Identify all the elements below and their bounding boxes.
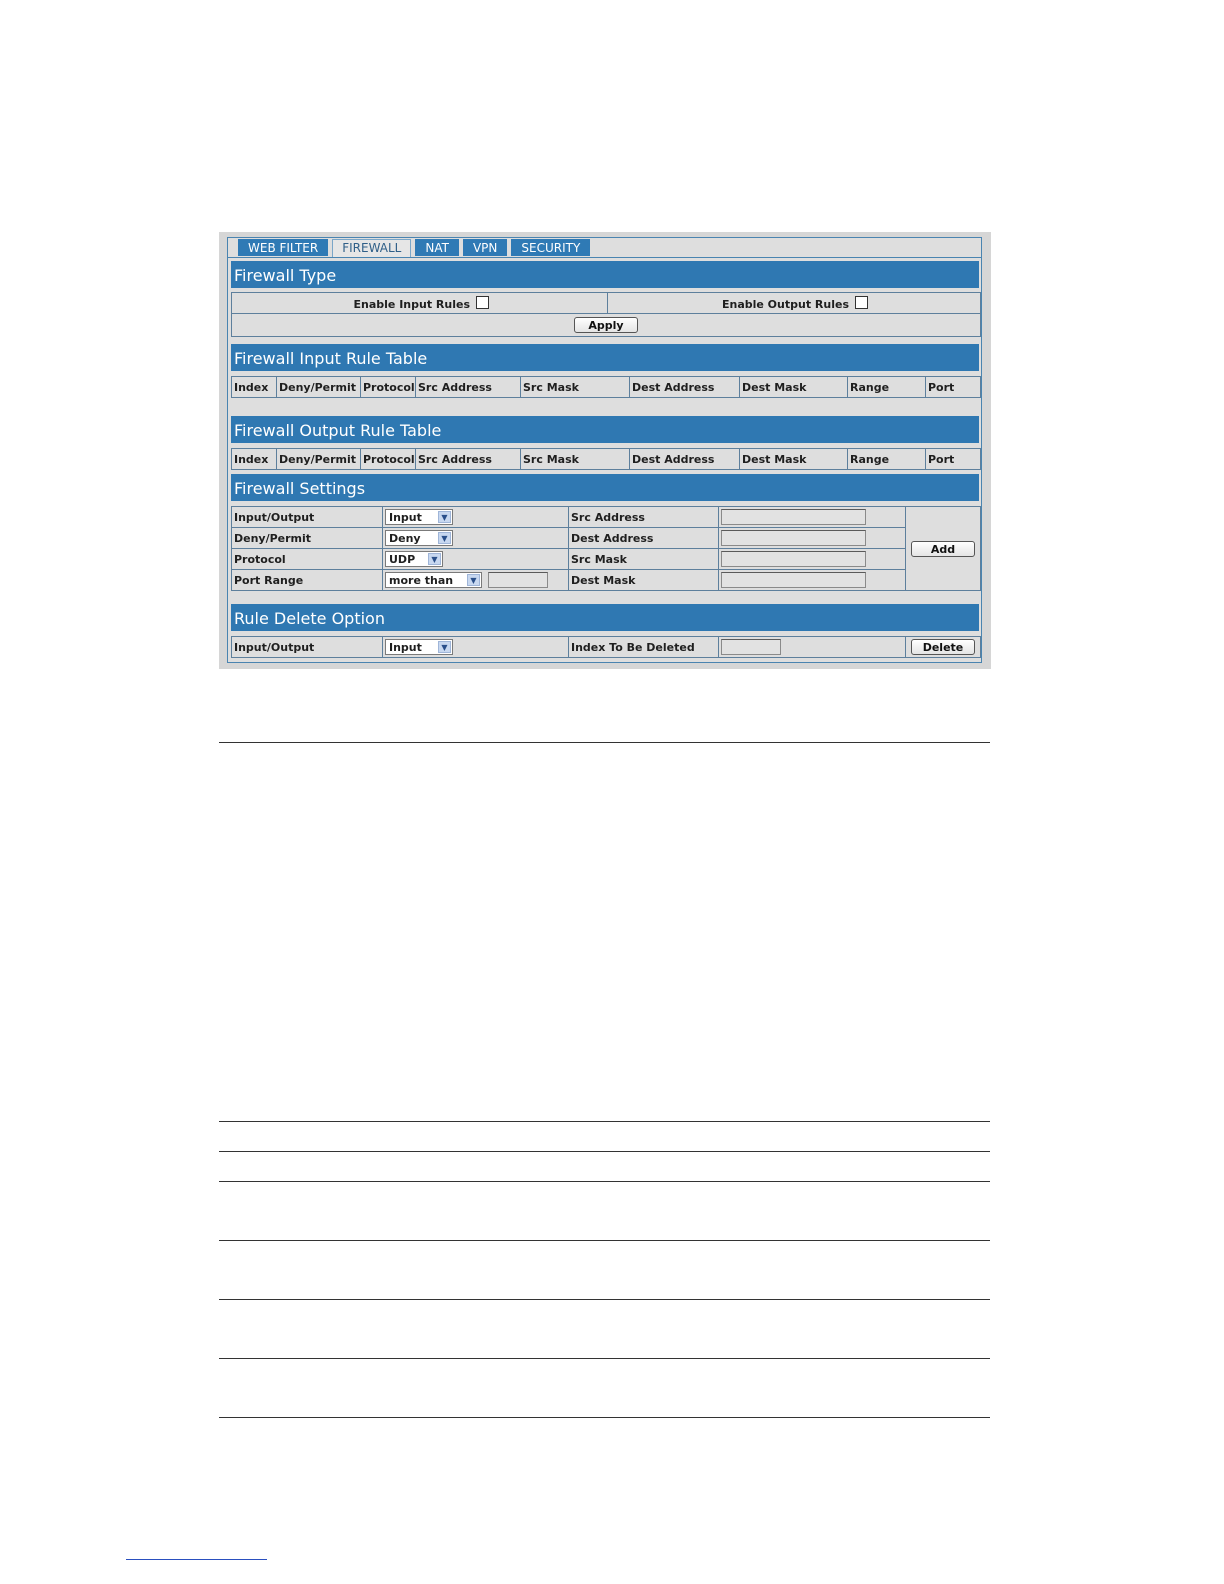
enable-input-checkbox[interactable] bbox=[476, 296, 489, 309]
table-header-row bbox=[232, 377, 981, 398]
add-button[interactable]: Add bbox=[911, 541, 975, 557]
enable-output-label: Enable Output Rules bbox=[721, 297, 849, 311]
document-rule bbox=[219, 1358, 990, 1359]
enable-input-label: Enable Input Rules bbox=[353, 297, 470, 311]
dp-label: Deny/Permit bbox=[232, 528, 383, 549]
document-rule bbox=[219, 1240, 990, 1241]
panel-frame bbox=[227, 237, 982, 663]
output-rule-table-header: Firewall Output Rule Table bbox=[231, 416, 979, 443]
rule-delete-header: Rule Delete Option bbox=[231, 604, 979, 631]
footnote-separator bbox=[126, 1559, 267, 1560]
delete-button[interactable]: Delete bbox=[911, 639, 975, 655]
port-range-select[interactable] bbox=[385, 572, 482, 588]
firewall-type-table bbox=[231, 292, 981, 337]
column-header: Protocol bbox=[361, 449, 416, 470]
dp-select-value: Deny bbox=[389, 531, 421, 545]
dest-mask-input[interactable] bbox=[721, 572, 866, 588]
index-to-delete-input[interactable] bbox=[721, 639, 781, 655]
column-header: Dest Address bbox=[630, 377, 740, 398]
firewall-settings-header: Firewall Settings bbox=[231, 474, 979, 501]
apply-button[interactable]: Apply bbox=[574, 317, 638, 333]
delete-io-select-value: Input bbox=[389, 640, 422, 654]
rule-delete-table bbox=[231, 636, 981, 658]
column-header: Port bbox=[926, 377, 981, 398]
src-address-cell bbox=[719, 507, 906, 528]
column-header: Dest Mask bbox=[740, 377, 848, 398]
column-header: Src Address bbox=[416, 377, 521, 398]
column-header: Src Address bbox=[416, 449, 521, 470]
column-header: Dest Mask bbox=[740, 449, 848, 470]
dest-address-input[interactable] bbox=[721, 530, 866, 546]
router-admin-panel bbox=[219, 232, 991, 669]
column-header: Deny/Permit bbox=[277, 449, 361, 470]
document-rule bbox=[219, 742, 990, 743]
column-header: Src Mask bbox=[521, 377, 630, 398]
enable-output-checkbox[interactable] bbox=[855, 296, 868, 309]
input-rule-table bbox=[231, 376, 981, 398]
document-rule bbox=[219, 1417, 990, 1418]
input-rule-table-header: Firewall Input Rule Table bbox=[231, 344, 979, 371]
delete-io-label: Input/Output bbox=[232, 637, 383, 658]
port-range-label: Port Range bbox=[232, 570, 383, 591]
protocol-select-value: UDP bbox=[389, 552, 416, 566]
firewall-type-header: Firewall Type bbox=[231, 261, 979, 288]
protocol-label: Protocol bbox=[232, 549, 383, 570]
protocol-select[interactable] bbox=[385, 551, 443, 567]
tab-vpn[interactable]: VPN bbox=[463, 239, 507, 256]
chevron-down-icon: ▼ bbox=[438, 532, 451, 544]
column-header: Deny/Permit bbox=[277, 377, 361, 398]
io-label: Input/Output bbox=[232, 507, 383, 528]
src-address-input[interactable] bbox=[721, 509, 866, 525]
chevron-down-icon: ▼ bbox=[467, 574, 480, 586]
enable-output-cell bbox=[608, 293, 981, 314]
index-to-delete-cell bbox=[719, 637, 906, 658]
column-header: Src Mask bbox=[521, 449, 630, 470]
document-rule bbox=[219, 1121, 990, 1122]
index-to-delete-label: Index To Be Deleted bbox=[569, 637, 719, 658]
delete-io-cell bbox=[383, 637, 569, 658]
dest-mask-cell bbox=[719, 570, 906, 591]
chevron-down-icon: ▼ bbox=[438, 511, 451, 523]
output-rule-table bbox=[231, 448, 981, 470]
dest-mask-label: Dest Mask bbox=[569, 570, 719, 591]
document-rule bbox=[219, 1181, 990, 1182]
column-header: Range bbox=[848, 377, 926, 398]
enable-input-cell bbox=[232, 293, 608, 314]
add-cell bbox=[906, 507, 981, 591]
port-range-cell bbox=[383, 570, 569, 591]
chevron-down-icon: ▼ bbox=[428, 553, 441, 565]
column-header: Range bbox=[848, 449, 926, 470]
delete-cell bbox=[906, 637, 981, 658]
column-header: Port bbox=[926, 449, 981, 470]
src-address-label: Src Address bbox=[569, 507, 719, 528]
column-header: Dest Address bbox=[630, 449, 740, 470]
tab-web-filter[interactable]: WEB FILTER bbox=[238, 239, 328, 256]
port-input[interactable] bbox=[488, 572, 548, 588]
io-cell bbox=[383, 507, 569, 528]
document-rule bbox=[219, 1151, 990, 1152]
tab-security[interactable]: SECURITY bbox=[511, 239, 590, 256]
column-header: Index bbox=[232, 449, 277, 470]
tab-underline bbox=[228, 257, 981, 258]
src-mask-input[interactable] bbox=[721, 551, 866, 567]
tab-firewall[interactable]: FIREWALL bbox=[332, 239, 411, 258]
src-mask-label: Src Mask bbox=[569, 549, 719, 570]
io-select-value: Input bbox=[389, 510, 422, 524]
chevron-down-icon: ▼ bbox=[438, 641, 451, 653]
dest-address-label: Dest Address bbox=[569, 528, 719, 549]
delete-io-select[interactable] bbox=[385, 639, 453, 655]
tab-strip bbox=[238, 239, 594, 258]
table-header-row bbox=[232, 449, 981, 470]
column-header: Protocol bbox=[361, 377, 416, 398]
io-select[interactable] bbox=[385, 509, 453, 525]
tab-nat[interactable]: NAT bbox=[415, 239, 459, 256]
document-rule bbox=[219, 1299, 990, 1300]
deny-permit-select[interactable] bbox=[385, 530, 453, 546]
firewall-settings-table bbox=[231, 506, 981, 591]
dest-address-cell bbox=[719, 528, 906, 549]
protocol-cell bbox=[383, 549, 569, 570]
src-mask-cell bbox=[719, 549, 906, 570]
column-header: Index bbox=[232, 377, 277, 398]
dp-cell bbox=[383, 528, 569, 549]
port-range-select-value: more than bbox=[389, 573, 454, 587]
apply-cell bbox=[232, 314, 981, 337]
